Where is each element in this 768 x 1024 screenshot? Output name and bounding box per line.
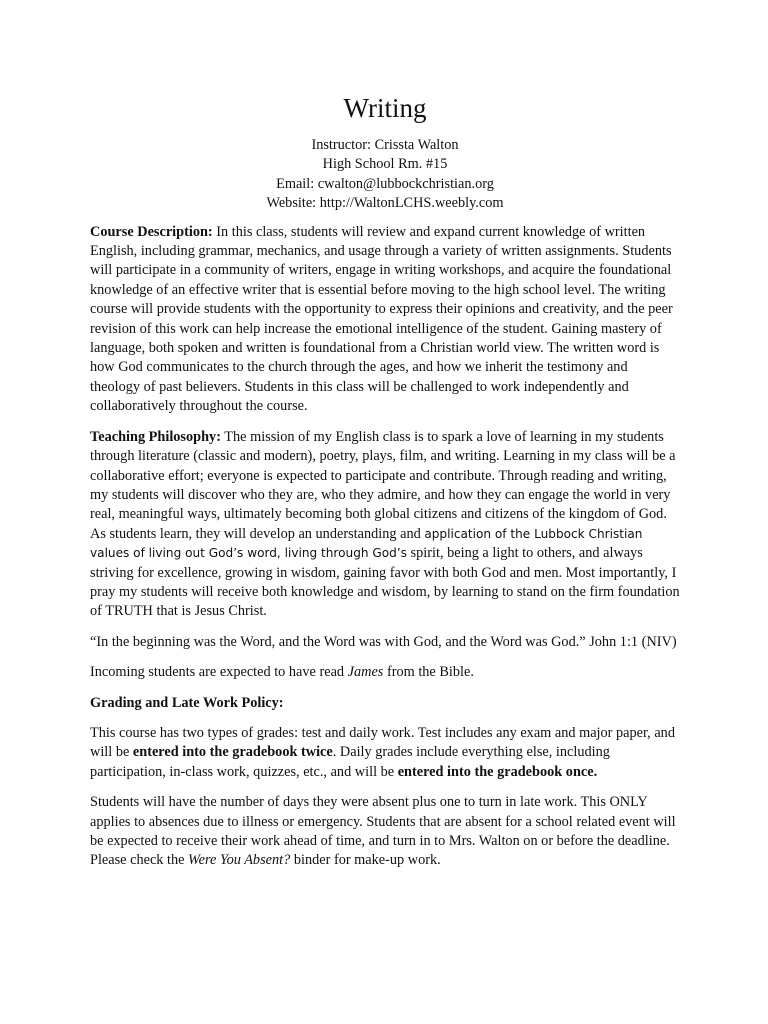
- teaching-philosophy-label: Teaching Philosophy:: [90, 428, 221, 445]
- document-title: Writing: [343, 93, 427, 123]
- email-line: Email: cwalton@lubbockchristian.org: [276, 175, 494, 192]
- late-work-paragraph: [90, 793, 680, 871]
- grading-bold-1: entered into the gradebook twice: [132, 744, 333, 761]
- scripture-quote: “In the beginning was the Word, and the Word was with God, and the Word was God.” John 1:1 (NIV): [90, 633, 677, 650]
- grading-text-1: This course has two types of grades: test and daily work. Test includes any exam and major paper, and will be: [90, 724, 675, 761]
- contact-block: [90, 136, 680, 214]
- teaching-philosophy-text-2: spirit, being a light to others, and always striving for excellence, growing in wisdom, gaining favor with both God and men. Most importantly, I pray my students will receive both knowledge and wisdom, by learning to stand on the firm foundation of TRUTH that is Jesus Christ.: [90, 545, 680, 620]
- incoming-students-paragraph: [90, 663, 680, 682]
- late-work-text-2: binder for make-up work.: [290, 852, 441, 869]
- website-line: Website: http://WaltonLCHS.weebly.com: [266, 195, 504, 212]
- teaching-philosophy-values-text: application of the Lubbock Christian values of living out God’s word, living through God’s: [90, 526, 643, 561]
- grading-text-2: . Daily grades include everything else, including participation, in-class work, quizzes, etc., and will be: [90, 744, 610, 780]
- incoming-text-before: Incoming students are expected to have read: [90, 664, 348, 681]
- grading-paragraph: [90, 724, 680, 782]
- instructor-line: Instructor: Crissta Walton: [311, 137, 459, 153]
- incoming-text-after: from the Bible.: [383, 664, 474, 681]
- course-description-paragraph: [90, 223, 680, 417]
- grading-bold-2: entered into the gradebook once.: [397, 763, 598, 780]
- document-page: [90, 88, 680, 882]
- late-work-binder-name: Were You Absent?: [188, 852, 291, 869]
- late-work-text-1: Students will have the number of days they were absent plus one to turn in late work. This ONLY applies to absences due to illness or emergency. Students that are absent for a school related event will be expected to receive their work ahead of time, and turn in to Mrs. Walton on or before the deadline. Please check the: [90, 794, 676, 869]
- incoming-book-title: James: [347, 664, 384, 681]
- course-description-text: In this class, students will review and expand current knowledge of written English, including grammar, mechanics, and usage through a variety of written assignments. Students will participate in a community of writers, engage in writing workshops, and acquire the foundational knowledge of an effective writer that is essential before moving to the high school level. The writing course will provide students with the opportunity to express their opinions and creativity, and the peer revision of this work can help increase the emotional intelligence of the student. Gaining mastery of language, both spoken and written is foundational from a Christian world view. The written word is how God communicates to the church through the ages, and how we inherit the testimony and theology of past believers. Students in this class will be challenged to work independently and collaboratively throughout the course.: [90, 223, 673, 415]
- room-line: High School Rm. #15: [322, 156, 448, 173]
- teaching-philosophy-text-1: The mission of my English class is to spark a love of learning in my students through literature (classic and modern), poetry, plays, film, and writing. Learning in my class will be a collaborative effort; everyone is expected to participate and contribute. Through reading and writing, my students will discover who they are, who they admire, and how they can engage the world in very real, meaningful ways, ultimately becoming both global citizens and citizens of the kingdom of God. As students learn, they will develop an understanding and: [90, 428, 676, 542]
- course-description-label: Course Description:: [90, 223, 213, 240]
- teaching-philosophy-paragraph: [90, 428, 680, 622]
- grading-heading: Grading and Late Work Policy:: [90, 694, 284, 711]
